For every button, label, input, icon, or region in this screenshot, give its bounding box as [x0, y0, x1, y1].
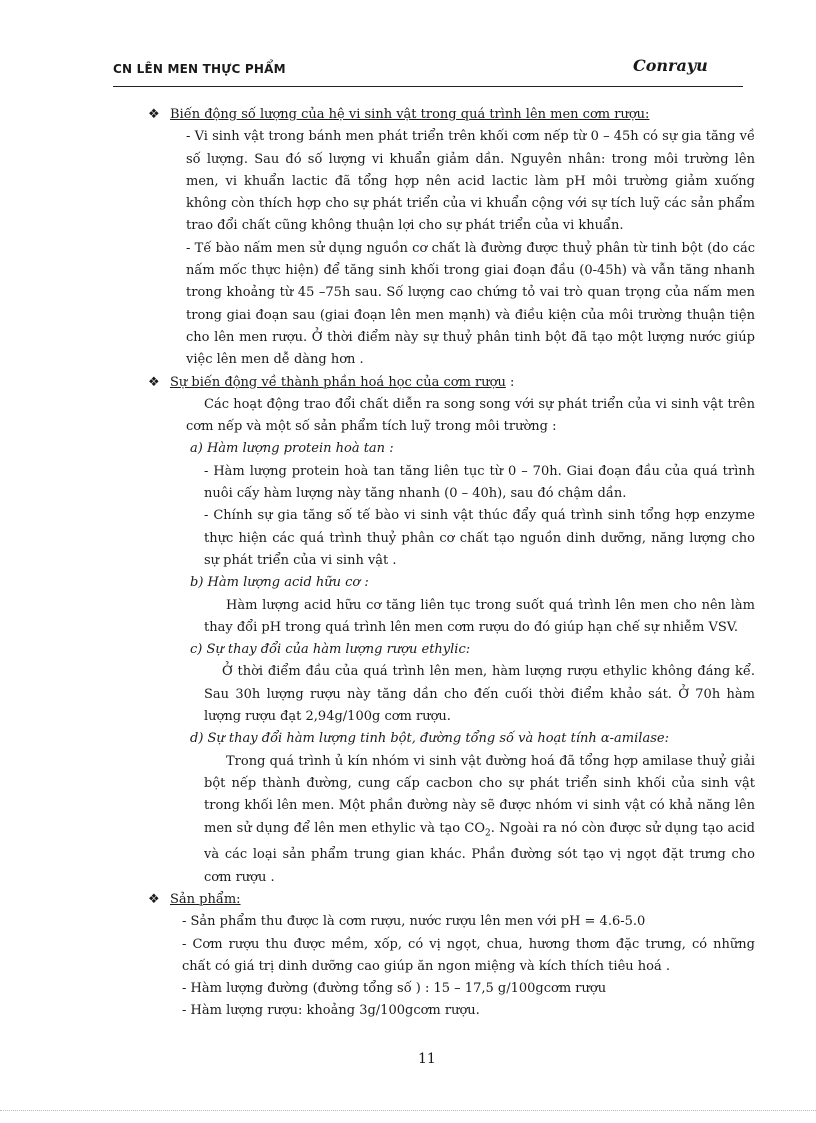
section-chemical-composition [148, 372, 755, 394]
subheading: b) Hàm lượng acid hữu cơ : [190, 575, 369, 591]
list-item: - Hàm lượng rượu: khoảng 3g/100gcơm rượu. [182, 1003, 480, 1019]
page-number: 11 [418, 1051, 436, 1067]
footer-rule [0, 1110, 816, 1111]
section-heading: Sự biến động về thành phần hoá học của cơm rượu [170, 374, 506, 390]
subheading: a) Hàm lượng protein hoà tan : [190, 441, 394, 457]
paragraph-part: Trong quá trình ủ kín nhóm vi sinh vật đường hoá đã tổng hợp amilase thuỷ giải bột nếp thành đường, cung cấp cacbon cho sự phát triển sinh khối của sinh vật trong khối lên men. Một phần đường này sẽ được nhóm vi sinh vật có khả năng lên men sử dụng để lên men ethylic và tạo CO [204, 753, 755, 836]
paragraph: - Chính sự gia tăng số tế bào vi sinh vật thúc đẩy quá trình sinh tổng hợp enzyme thực hiện các quá trình thuỷ phân cơ chất tạo nguồn dinh dưỡng, năng lượng cho sự phát triển của vi sinh vật . [204, 508, 755, 568]
section-microbe-dynamics [148, 104, 755, 126]
paragraph: - Hàm lượng protein hoà tan tăng liên tục từ 0 – 70h. Giai đoạn đầu của quá trình nuôi cấy hàm lượng này tăng nhanh (0 – 40h), sau đó chậm dần. [204, 463, 755, 502]
subscript: 2 [485, 828, 491, 839]
paragraph: Hàm lượng acid hữu cơ tăng liên tục trong suốt quá trình lên men cho nên làm thay đổi pH trong quá trình lên men cơm rượu do đó giúp hạn chế sự nhiễm VSV. [204, 597, 755, 635]
section-heading: Sản phẩm: [170, 891, 241, 907]
subheading: c) Sự thay đổi của hàm lượng rượu ethylic: [190, 642, 471, 658]
paragraph: Các hoạt động trao đổi chất diễn ra song song với sự phát triển của vi sinh vật trên cơm nếp và một số sản phẩm tích luỹ trong môi trường : [186, 396, 755, 435]
header-logo: Conrayu [633, 56, 708, 75]
paragraph: - Tế bào nấm men sử dụng nguồn cơ chất là đường được thuỷ phân từ tinh bột (do các nấm mốc thực hiện) để tăng sinh khối trong giai đoạn đầu (0-45h) và vẫn tăng nhanh trong khoảng từ 45 –75h sau. Số lượng cao chứng tỏ vai trò quan trọng của nấm men trong giai đoạn sau (giai đoạn lên men mạnh) và điều kiện của môi trường thuận tiện cho lên men rượu. Ở thời điểm này sự thuỷ phân tinh bột đã tạo một lượng nước giúp việc lên men dễ dàng hơn . [186, 240, 755, 368]
paragraph-part: . Ngoài ra nó còn được sử dụng tạo acid và các loại sản phẩm trung gian khác. Phần đường sót tạo vị ngọt đặt trưng cho cơm rượu . [204, 820, 755, 885]
section-heading: Biến động số lượng của hệ vi sinh vật trong quá trình lên men cơm rượu: [170, 107, 650, 122]
paragraph: Ở thời điểm đầu của quá trình lên men, hàm lượng rượu ethylic không đáng kể. Sau 30h lượng rượu này tăng dần cho đến cuối thời điểm khảo sát. Ở 70h hàm lượng rượu đạt 2,94g/100g cơm rượu. [204, 664, 755, 725]
paragraph: - Vi sinh vật trong bánh men phát triển trên khối cơm nếp từ 0 – 45h có sự gia tăng về số lượng. Sau đó số lượng vi khuẩn giảm dần. Nguyên nhân: trong môi trường lên men, vi khuẩn lactic đã tổng hợp nên acid lactic làm pH môi trường giảm xuống không còn thích hợp cho sự phát triển của vi khuẩn cộng với sự tích luỹ các sản phẩm trao đổi chất cũng không thuận lợi cho sự phát triển của vi khuẩn. [186, 129, 755, 234]
list-item: - Sản phẩm thu được là cơm rượu, nước rượu lên men với pH = 4.6-5.0 [182, 914, 646, 930]
document-body [148, 104, 755, 1023]
subheading: d) Sự thay đổi hàm lượng tinh bột, đường tổng số và hoạt tính α-amilase: [190, 731, 669, 747]
list-item: - Cơm rượu thu được mềm, xốp, có vị ngọt, chua, hương thơm đặc trưng, có những chất có giá trị dinh dưỡng cao giúp ăn ngon miệng và kích thích tiêu hoá . [182, 936, 755, 974]
section-product [148, 889, 755, 911]
list-item: - Hàm lượng đường (đường tổng số ) : 15 – 17,5 g/100gcơm rượu [182, 981, 607, 997]
header-title: CN LÊN MEN THỰC PHẨM [113, 62, 286, 76]
diamond-bullet-icon: ❖ [148, 374, 160, 390]
header-rule [113, 86, 743, 87]
section-heading-tail: : [505, 374, 515, 390]
diamond-bullet-icon: ❖ [148, 107, 160, 122]
paragraph [170, 751, 755, 889]
diamond-bullet-icon: ❖ [148, 891, 160, 907]
